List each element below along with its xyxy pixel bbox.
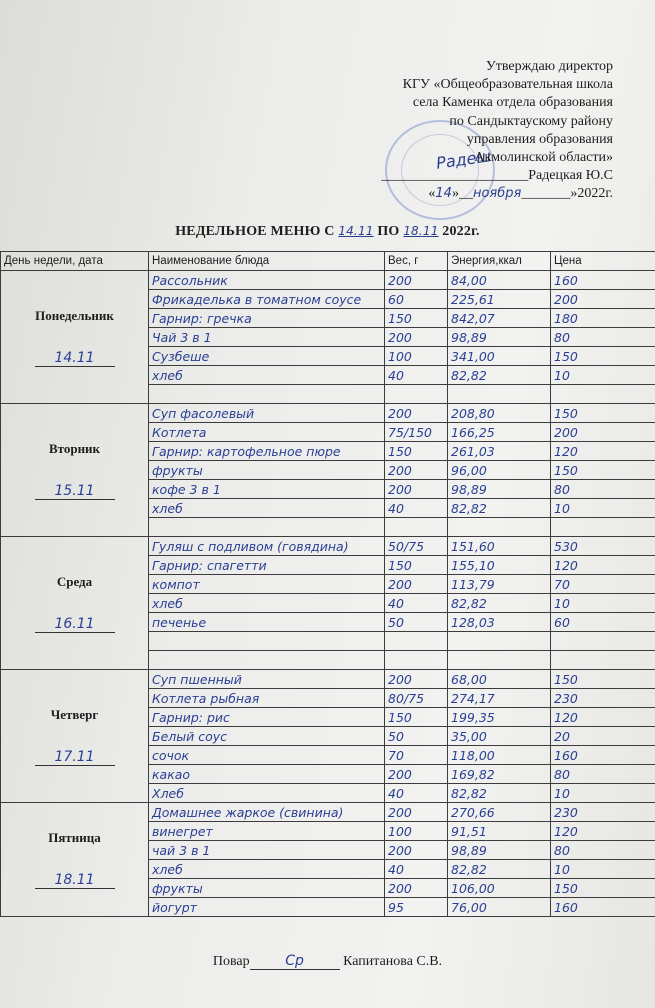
approval-date-month: ноября — [472, 186, 522, 202]
energy-cell: 113,79 — [448, 575, 551, 594]
price-cell: 120 — [551, 822, 655, 841]
price-cell: 230 — [551, 689, 655, 708]
weight-cell: 95 — [385, 898, 448, 917]
price-cell: 180 — [551, 309, 655, 328]
dish-cell: Котлета — [149, 423, 385, 442]
price-cell: 80 — [551, 328, 655, 347]
dish-cell: какао — [149, 765, 385, 784]
dish-cell: кофе 3 в 1 — [149, 480, 385, 499]
energy-cell: 225,61 — [448, 290, 551, 309]
day-name: Пятница — [48, 830, 101, 845]
header-day: День недели, дата — [1, 252, 149, 271]
energy-cell: 98,89 — [448, 480, 551, 499]
dish-cell: Рассольник — [149, 271, 385, 290]
director-signature: Радеш — [434, 146, 493, 173]
dish-cell: Гарнир: спагетти — [149, 556, 385, 575]
energy-cell: 82,82 — [448, 366, 551, 385]
cook-name: Капитанова С.В. — [343, 954, 443, 969]
energy-cell — [448, 651, 551, 670]
weight-cell: 200 — [385, 328, 448, 347]
weight-cell: 200 — [385, 271, 448, 290]
energy-cell: 274,17 — [448, 689, 551, 708]
energy-cell: 68,00 — [448, 670, 551, 689]
weight-cell — [385, 651, 448, 670]
dish-cell: чай 3 в 1 — [149, 841, 385, 860]
weight-cell: 200 — [385, 841, 448, 860]
dish-cell: сочок — [149, 746, 385, 765]
approval-line: Акмолинской области» — [474, 150, 613, 166]
dish-cell: фрукты — [149, 879, 385, 898]
energy-cell: 842,07 — [448, 309, 551, 328]
dish-cell — [149, 385, 385, 404]
price-cell: 160 — [551, 898, 655, 917]
table-row — [1, 670, 655, 689]
price-cell: 200 — [551, 290, 655, 309]
table-header-row — [1, 252, 655, 271]
title-date-from: 14.11 — [338, 224, 374, 238]
weight-cell: 200 — [385, 670, 448, 689]
table-row — [1, 271, 655, 290]
weight-cell: 40 — [385, 366, 448, 385]
weight-cell — [385, 632, 448, 651]
weight-cell: 40 — [385, 860, 448, 879]
price-cell: 10 — [551, 366, 655, 385]
energy-cell: 118,00 — [448, 746, 551, 765]
weight-cell: 200 — [385, 803, 448, 822]
dish-cell: винегрет — [149, 822, 385, 841]
weight-cell: 200 — [385, 461, 448, 480]
weight-cell: 50 — [385, 727, 448, 746]
price-cell: 20 — [551, 727, 655, 746]
approval-date-year: »2022г. — [570, 186, 613, 202]
weight-cell: 60 — [385, 290, 448, 309]
dish-cell: хлеб — [149, 860, 385, 879]
energy-cell: 82,82 — [448, 499, 551, 518]
dish-cell: Домашнее жаркое (свинина) — [149, 803, 385, 822]
dish-cell: Гарнир: картофельное пюре — [149, 442, 385, 461]
energy-cell: 76,00 — [448, 898, 551, 917]
approval-line: по Сандыктаускому району — [449, 113, 613, 129]
dish-cell: печенье — [149, 613, 385, 632]
energy-cell: 35,00 — [448, 727, 551, 746]
day-name: Четверг — [50, 706, 99, 722]
dish-cell — [149, 651, 385, 670]
header-energy: Энергия,ккал — [448, 252, 551, 271]
energy-cell: 155,10 — [448, 556, 551, 575]
energy-cell: 166,25 — [448, 423, 551, 442]
price-cell: 200 — [551, 423, 655, 442]
price-cell: 120 — [551, 708, 655, 727]
title-middle: ПО — [377, 224, 400, 239]
day-name: Среда — [56, 573, 93, 589]
weight-cell: 50/75 — [385, 537, 448, 556]
price-cell: 120 — [551, 556, 655, 575]
director-name-line: _____________________Радецкая Ю.С — [381, 168, 613, 184]
dish-cell: фрукты — [149, 461, 385, 480]
weight-cell: 100 — [385, 822, 448, 841]
price-cell: 80 — [551, 765, 655, 784]
energy-cell: 208,80 — [448, 404, 551, 423]
energy-cell — [448, 385, 551, 404]
dish-cell — [149, 632, 385, 651]
table-row — [1, 537, 655, 556]
energy-cell: 199,35 — [448, 708, 551, 727]
weight-cell: 40 — [385, 784, 448, 803]
dish-cell: Котлета рыбная — [149, 689, 385, 708]
price-cell: 70 — [551, 575, 655, 594]
dish-cell: хлеб — [149, 366, 385, 385]
title-date-to: 18.11 — [403, 224, 439, 238]
price-cell: 150 — [551, 461, 655, 480]
weight-cell: 200 — [385, 879, 448, 898]
dish-cell: Гуляш с подливом (говядина) — [149, 537, 385, 556]
weight-cell: 70 — [385, 746, 448, 765]
dish-cell: компот — [149, 575, 385, 594]
approval-date: «14»__ноября_______»2022г. — [428, 186, 613, 202]
energy-cell: 151,60 — [448, 537, 551, 556]
weight-cell: 40 — [385, 499, 448, 518]
table-row — [1, 404, 655, 423]
price-cell: 10 — [551, 860, 655, 879]
weight-cell: 75/150 — [385, 423, 448, 442]
dish-cell: Хлеб — [149, 784, 385, 803]
weight-cell: 150 — [385, 708, 448, 727]
price-cell — [551, 385, 655, 404]
weight-cell: 200 — [385, 575, 448, 594]
title-suffix: 2022г. — [442, 224, 480, 239]
energy-cell: 169,82 — [448, 765, 551, 784]
dish-cell: Гарнир: гречка — [149, 309, 385, 328]
day-cell — [1, 803, 149, 917]
energy-cell — [448, 632, 551, 651]
dish-cell: Чай 3 в 1 — [149, 328, 385, 347]
price-cell: 150 — [551, 404, 655, 423]
price-cell: 120 — [551, 442, 655, 461]
energy-cell: 106,00 — [448, 879, 551, 898]
approval-date-day: 14 — [435, 186, 452, 202]
energy-cell: 98,89 — [448, 841, 551, 860]
approval-line: села Каменка отдела образования — [412, 95, 613, 111]
price-cell — [551, 651, 655, 670]
page-title — [0, 224, 655, 240]
price-cell: 80 — [551, 841, 655, 860]
table-body — [1, 271, 655, 917]
title-prefix: НЕДЕЛЬНОЕ МЕНЮ С — [175, 224, 335, 239]
energy-cell: 82,82 — [448, 860, 551, 879]
price-cell: 150 — [551, 347, 655, 366]
weight-cell: 150 — [385, 556, 448, 575]
energy-cell — [448, 518, 551, 537]
weekly-menu-table — [0, 251, 655, 917]
day-name: Понедельник — [35, 307, 114, 323]
day-name: Вторник — [48, 440, 101, 456]
weight-cell: 100 — [385, 347, 448, 366]
dish-cell: Сузбеше — [149, 347, 385, 366]
dish-cell: йогурт — [149, 898, 385, 917]
price-cell: 230 — [551, 803, 655, 822]
price-cell: 80 — [551, 480, 655, 499]
energy-cell: 98,89 — [448, 328, 551, 347]
approval-line: управления образования — [466, 131, 613, 147]
dish-cell — [149, 518, 385, 537]
weight-cell: 200 — [385, 765, 448, 784]
weight-cell — [385, 518, 448, 537]
energy-cell: 341,00 — [448, 347, 551, 366]
weight-cell: 200 — [385, 480, 448, 499]
dish-cell: хлеб — [149, 499, 385, 518]
price-cell: 530 — [551, 537, 655, 556]
weight-cell: 80/75 — [385, 689, 448, 708]
dish-cell: Суп фасолевый — [149, 404, 385, 423]
header-weight: Вес, г — [385, 252, 448, 271]
price-cell: 60 — [551, 613, 655, 632]
price-cell: 150 — [551, 879, 655, 898]
weight-cell: 200 — [385, 404, 448, 423]
approval-line: Утверждаю директор — [485, 59, 613, 74]
approval-block — [283, 58, 613, 204]
header-price: Цена — [551, 252, 655, 271]
price-cell — [551, 632, 655, 651]
approval-line: КГУ «Общеобразовательная школа — [402, 77, 613, 93]
weight-cell — [385, 385, 448, 404]
day-cell — [1, 670, 149, 803]
price-cell: 10 — [551, 594, 655, 613]
weight-cell: 150 — [385, 442, 448, 461]
day-date: 15.11 — [35, 483, 115, 500]
cook-label: Повар — [212, 954, 250, 969]
day-date: 14.11 — [35, 350, 115, 367]
energy-cell: 82,82 — [448, 594, 551, 613]
day-date: 16.11 — [35, 616, 115, 633]
weight-cell: 50 — [385, 613, 448, 632]
day-cell — [1, 271, 149, 404]
energy-cell: 270,66 — [448, 803, 551, 822]
price-cell: 10 — [551, 784, 655, 803]
dish-cell: Фрикаделька в томатном соусе — [149, 290, 385, 309]
price-cell: 10 — [551, 499, 655, 518]
cook-signature: Ср — [250, 953, 340, 970]
dish-cell: Гарнир: рис — [149, 708, 385, 727]
price-cell: 150 — [551, 670, 655, 689]
price-cell: 160 — [551, 271, 655, 290]
energy-cell: 82,82 — [448, 784, 551, 803]
day-cell — [1, 537, 149, 670]
weight-cell: 150 — [385, 309, 448, 328]
energy-cell: 261,03 — [448, 442, 551, 461]
table-row — [1, 803, 655, 822]
dish-cell: Суп пшенный — [149, 670, 385, 689]
price-cell: 160 — [551, 746, 655, 765]
energy-cell: 96,00 — [448, 461, 551, 480]
price-cell — [551, 518, 655, 537]
day-date: 17.11 — [35, 749, 115, 766]
director-name: Радецкая Ю.С — [528, 168, 613, 184]
footer — [0, 953, 655, 970]
dish-cell: хлеб — [149, 594, 385, 613]
header-dish: Наименование блюда — [149, 252, 385, 271]
energy-cell: 91,51 — [448, 822, 551, 841]
weight-cell: 40 — [385, 594, 448, 613]
day-date: 18.11 — [35, 872, 115, 889]
dish-cell: Белый соус — [149, 727, 385, 746]
energy-cell: 84,00 — [448, 271, 551, 290]
day-cell — [1, 404, 149, 537]
energy-cell: 128,03 — [448, 613, 551, 632]
